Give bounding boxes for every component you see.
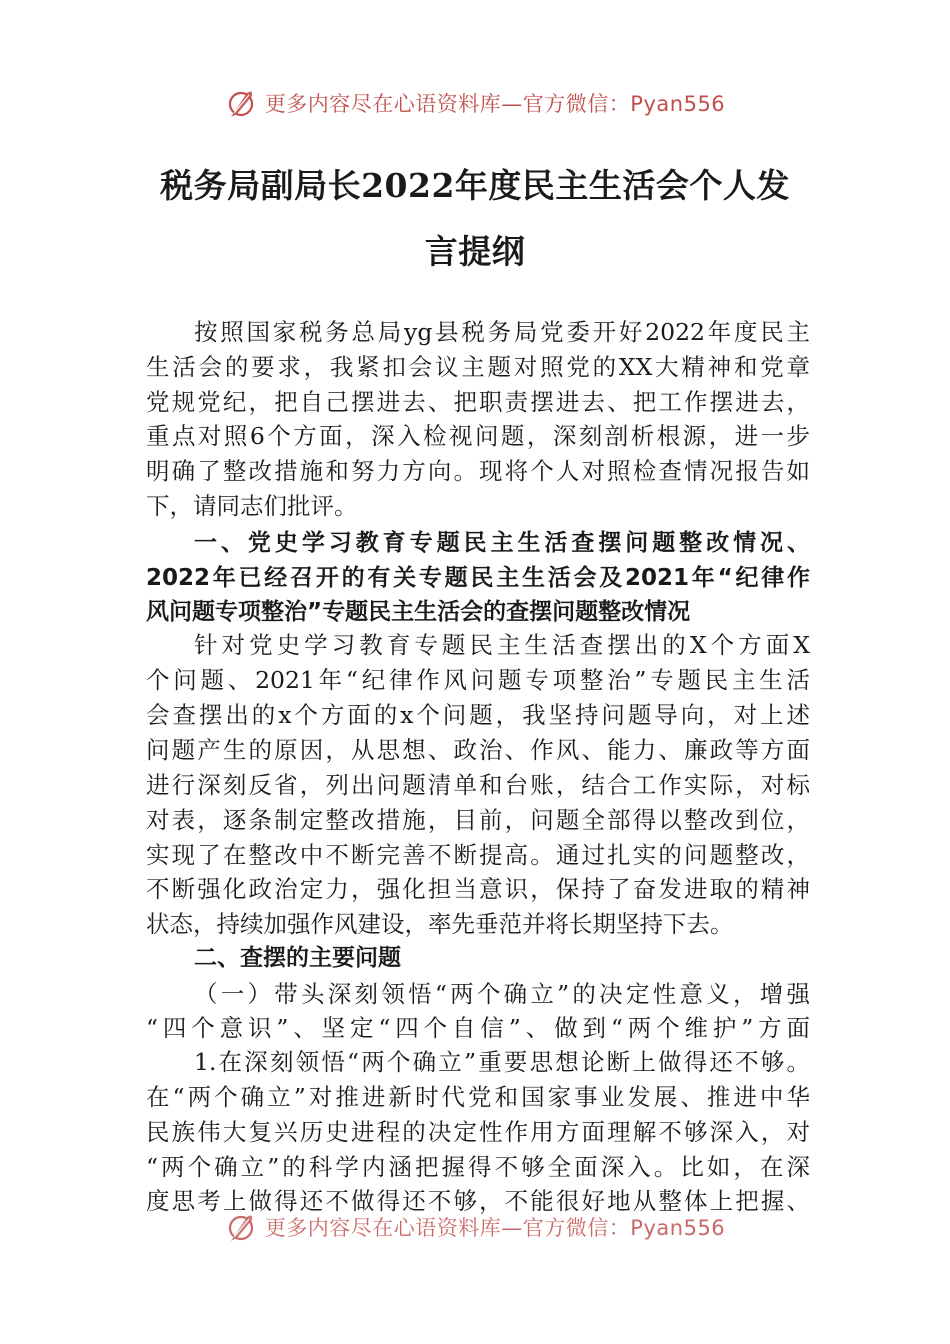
body-line: 度思考上做得还不做得还不够，不能很好地从整体上把握、 — [146, 1187, 810, 1215]
intro-line: 重点对照6个方面，深入检视问题，深刻剖析根源，进一步 — [146, 422, 810, 450]
body-line: 在“两个确立”对推进新时代党和国家事业发展、推进中华 — [146, 1083, 810, 1111]
body-line: 1.在深刻领悟“两个确立”重要思想论断上做得还不够。 — [194, 1048, 810, 1076]
watermark-text: 更多内容尽在心语资料库—官方微信：Pyan556 — [264, 1216, 726, 1240]
body-line: 会查摆出的x个方面的x个问题，我坚持问题导向，对上述 — [146, 701, 810, 729]
intro-line: 党规党纪，把自己摆进去、把职责摆进去、把工作摆进去， — [146, 388, 810, 416]
quill-pen-icon — [225, 1211, 257, 1243]
body-line: 问题产生的原因，从思想、政治、作风、能力、廉政等方面 — [146, 736, 810, 764]
intro-line: 明确了整改措施和努力方向。现将个人对照检查情况报告如 — [146, 457, 810, 485]
intro-line: 下，请同志们批评。 — [146, 492, 358, 520]
watermark-text: 更多内容尽在心语资料库—官方微信：Pyan556 — [264, 92, 726, 116]
heading-line: 风问题专项整治”专题民主生活会的查摆问题整改情况 — [146, 599, 691, 625]
heading-line: 一、党史学习教育专题民主生活查摆问题整改情况、 — [194, 530, 810, 556]
body-line: “两个确立”的科学内涵把握得不够全面深入。比如，在深 — [146, 1153, 810, 1181]
intro-line: 按照国家税务总局yg县税务局党委开好2022年度民主 — [194, 318, 810, 346]
body-line: 实现了在整改中不断完善不断提高。通过扎实的问题整改， — [146, 841, 810, 869]
subheading-line: （一）带头深刻领悟“两个确立”的决定性意义，增强 — [194, 980, 810, 1008]
section-2-heading: 二、查摆的主要问题 — [194, 945, 401, 971]
heading-line: 2022年已经召开的有关专题民主生活会及2021年“纪律作 — [146, 565, 810, 591]
watermark-banner-top — [0, 83, 950, 123]
body-line: 民族伟大复兴历史进程的决定性作用方面理解不够深入，对 — [146, 1118, 810, 1146]
intro-line: 生活会的要求，我紧扣会议主题对照党的XX大精神和党章 — [146, 353, 810, 381]
body-line: 针对党史学习教育专题民主生活查摆出的X个方面X — [194, 631, 810, 659]
watermark-banner-bottom — [0, 1207, 950, 1247]
body-line: 状态，持续加强作风建设，率先垂范并将长期坚持下去。 — [146, 910, 734, 938]
body-line: 对表，逐条制定整改措施，目前，问题全部得以整改到位， — [146, 806, 810, 834]
quill-pen-icon — [225, 87, 257, 119]
body-line: 个问题、2021年“纪律作风问题专项整治”专题民主生活 — [146, 666, 810, 694]
document-title-line-1: 税务局副局长2022年度民主生活会个人发 — [160, 166, 790, 205]
body-line: 不断强化政治定力，强化担当意识，保持了奋发进取的精神 — [146, 875, 810, 903]
subheading-line: “四个意识”、坚定“四个自信”、做到“两个维护”方面 — [146, 1014, 810, 1042]
document-title-line-2: 言提纲 — [424, 232, 526, 271]
body-line: 进行深刻反省，列出问题清单和台账，结合工作实际，对标 — [146, 771, 810, 799]
